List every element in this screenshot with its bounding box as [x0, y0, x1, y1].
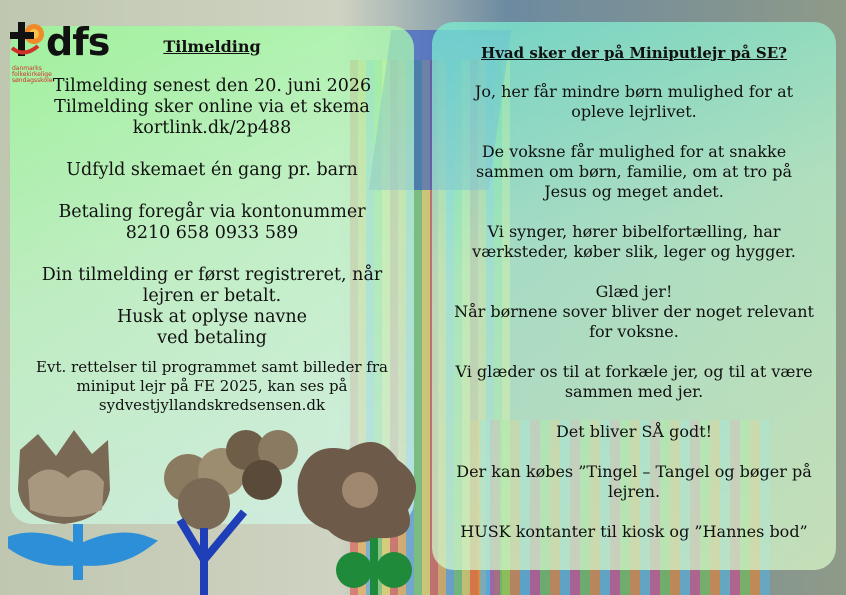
right-line: Glæd jer!	[595, 282, 673, 301]
right-line: Vi synger, hører bibelfortælling, har	[487, 222, 781, 241]
left-line: 8210 658 0933 589	[125, 223, 299, 243]
right-line: Jo, her får mindre børn mulighed for at	[474, 82, 794, 101]
note-line: miniput lejr på FE 2025, kan ses på	[76, 377, 348, 395]
left-line: ved betaling	[157, 328, 267, 348]
right-line: Når børnene sover bliver der noget relevant	[454, 302, 814, 321]
left-line: Tilmelding sker online via et skema	[54, 97, 370, 117]
photo-flowers	[8, 420, 428, 595]
left-note	[10, 358, 414, 415]
right-line: Vi glæder os til at forkæle jer, og til at være	[455, 362, 813, 381]
right-line: sammen med jer.	[564, 382, 704, 401]
left-body	[10, 76, 414, 349]
note-line: Evt. rettelser til programmet samt billeder fra	[36, 358, 388, 376]
right-line: sammen om børn, familie, om at tro på	[476, 162, 792, 181]
left-line: Husk at oplyse navne	[116, 307, 308, 327]
right-line: De voksne får mulighed for at snakke	[481, 142, 787, 161]
right-line: lejren.	[607, 482, 661, 501]
tulip-photo-1	[18, 430, 110, 524]
right-title: Hvad sker der på Miniputlejr på SE?	[481, 44, 787, 62]
logo-subline-1: danmarks folkekirkelige	[12, 65, 52, 78]
left-line: Tilmelding senest den 20. juni 2026	[52, 76, 372, 96]
logo-word: dfs	[46, 20, 110, 64]
flower-photo-4	[298, 442, 416, 543]
left-line: lejren er betalt.	[142, 286, 282, 306]
right-line: HUSK kontanter til kiosk og ”Hannes bod”	[460, 522, 808, 541]
right-line: for voksne.	[589, 322, 679, 341]
right-line: Jesus og meget andet.	[544, 182, 724, 201]
left-line: kortlink.dk/2p488	[132, 118, 292, 138]
left-line: Din tilmelding er først registreret, når	[41, 265, 383, 285]
right-line: værksteder, køber slik, leger og hygger.	[472, 242, 796, 261]
left-line: Udfyld skemaet én gang pr. barn	[66, 160, 358, 180]
right-line: opleve lejrlivet.	[571, 102, 697, 121]
right-body	[432, 82, 836, 542]
right-line: Det bliver SÅ godt!	[555, 422, 713, 441]
note-line: sydvestjyllandskredsensen.dk	[98, 396, 326, 414]
logo-subline-2: søndagsskoler	[12, 77, 55, 84]
left-title: Tilmelding	[163, 37, 261, 56]
left-line: Betaling foregår via kontonummer	[58, 202, 366, 222]
right-line: Der kan købes ”Tingel – Tangel og bøger på	[456, 462, 812, 481]
